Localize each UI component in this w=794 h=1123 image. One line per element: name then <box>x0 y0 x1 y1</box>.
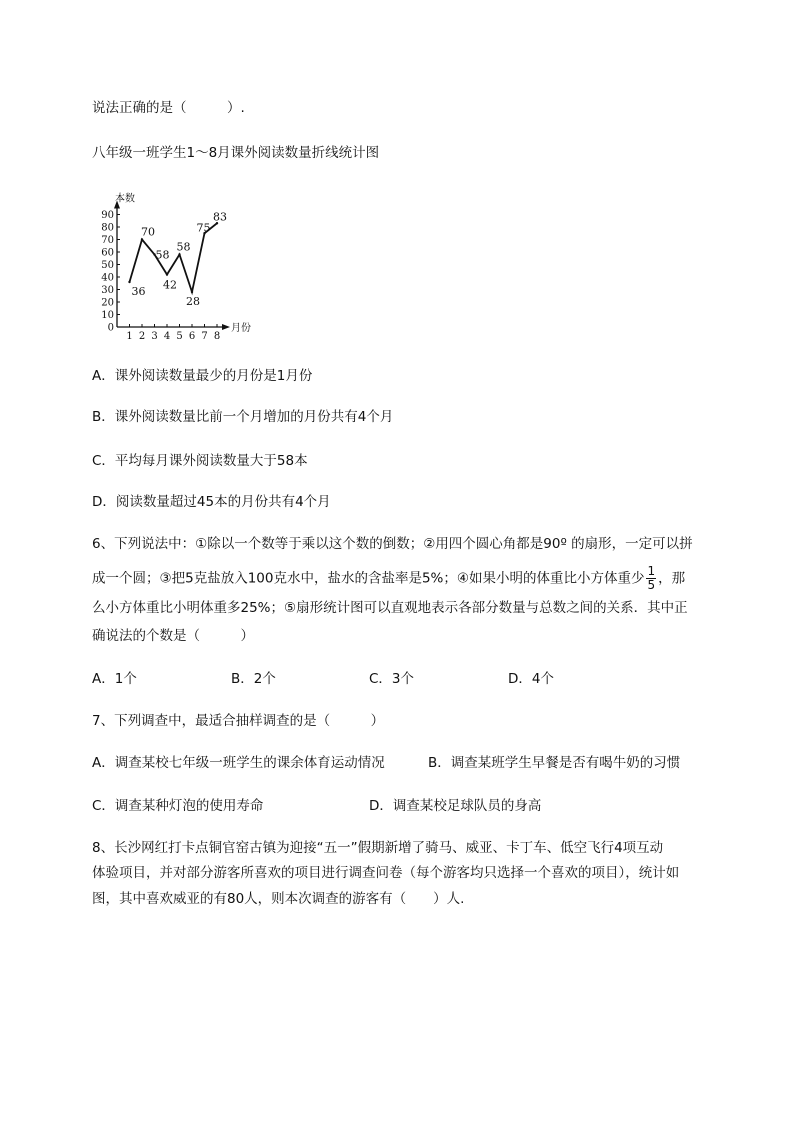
question-5-option-b[interactable]: B．课外阅读数量比前一个月增加的月份共有4个月 <box>92 409 394 425</box>
y-tick-label: 70 <box>101 235 114 246</box>
x-tick-label: 6 <box>188 331 196 342</box>
data-point <box>178 253 180 255</box>
data-point <box>191 291 193 293</box>
data-label: 75 <box>196 221 211 235</box>
x-tick-label: 1 <box>126 331 133 342</box>
y-tick-label: 80 <box>101 222 114 234</box>
question-6-line-4: 确说法的个数是（ ） <box>92 628 254 644</box>
data-point <box>166 273 168 275</box>
question-6-option-a[interactable]: A．1个 <box>92 671 137 687</box>
y-tick-label: 90 <box>101 210 114 221</box>
question-6-option-b[interactable]: B．2个 <box>231 671 276 687</box>
y-tick-label: 60 <box>101 247 114 259</box>
question-6-line-2-text: 成一个圆；③把5克盐放入100克水中，盐水的含盐率是5%；④如果小明的体重比小方体重少 <box>92 570 645 587</box>
question-6-option-d[interactable]: D．4个 <box>508 671 554 687</box>
question-6-line-1: 6、下列说法中：①除以一个数等于乘以这个数的倒数；②用四个圆心角都是90º 的扇形，一定可以拼 <box>92 536 693 552</box>
question-6-option-c[interactable]: C．3个 <box>369 671 415 687</box>
data-label: 58 <box>176 240 191 254</box>
chart-title: 八年级一班学生1～8月课外阅读数量折线统计图 <box>92 145 380 161</box>
y-tick-label: 50 <box>101 260 114 271</box>
line-chart <box>96 182 251 342</box>
question-7-option-b[interactable]: B．调查某班学生早餐是否有喝牛奶的习惯 <box>428 755 681 771</box>
fraction <box>646 565 656 592</box>
question-6-line-2 <box>92 565 685 592</box>
y-tick-label: 20 <box>101 297 114 309</box>
x-tick-label: 7 <box>201 331 208 342</box>
question-7-option-d[interactable]: D．调查某校足球队员的身高 <box>369 798 542 814</box>
x-tick-label: 5 <box>176 331 183 342</box>
x-tick-label: 2 <box>138 331 146 342</box>
x-tick-label: 8 <box>213 331 221 342</box>
data-label: 42 <box>163 278 177 292</box>
fraction-denominator: 5 <box>647 578 656 592</box>
question-5-option-c[interactable]: C．平均每月课外阅读数量大于58本 <box>92 453 308 469</box>
fraction-numerator: 1 <box>647 564 656 578</box>
x-axis-label: 月份 <box>231 323 251 334</box>
question-7-stem: 7、下列调查中，最适合抽样调查的是（ ） <box>92 713 385 729</box>
question-7-option-a[interactable]: A．调查某校七年级一班学生的课余体育运动情况 <box>92 755 385 771</box>
question-6-line-3: 么小方体重比小明体重多25%；⑤扇形统计图可以直观地表示各部分数量与总数之间的关系．其中正 <box>92 600 688 616</box>
question-5-option-d[interactable]: D．阅读数量超过45本的月份共有4个月 <box>92 494 331 510</box>
question-8-line-1: 8、长沙网红打卡点铜官窑古镇为迎接“五一”假期新增了骑马、威亚、卡丁车、低空飞行4项互动 <box>92 840 664 856</box>
data-label: 36 <box>131 285 146 298</box>
data-label: 70 <box>141 225 155 239</box>
x-tick-label: 3 <box>151 331 158 342</box>
data-label: 83 <box>213 210 227 224</box>
data-point <box>128 281 130 283</box>
question-8-line-2: 体验项目，并对部分游客所喜欢的项目进行调查问卷（每个游客均只选择一个喜欢的项目），统计如 <box>92 865 680 881</box>
data-label: 58 <box>155 248 170 262</box>
question-7-option-c[interactable]: C．调查某种灯泡的使用寿命 <box>92 798 264 814</box>
y-tick-label: 30 <box>101 285 114 296</box>
question-8-line-3: 图，其中喜欢威亚的有80人，则本次调查的游客有（ ）人. <box>92 891 465 907</box>
y-tick-label: 0 <box>107 322 114 334</box>
data-label: 28 <box>186 295 200 308</box>
x-tick-label: 4 <box>163 331 171 342</box>
question-6-line-2-tail: ，那 <box>658 570 686 587</box>
y-tick-label: 10 <box>101 310 114 321</box>
question-5-stem-tail: 说法正确的是（ ）. <box>92 100 245 116</box>
y-axis-label: 本数 <box>115 193 135 205</box>
y-tick-label: 40 <box>101 272 114 284</box>
question-5-option-a[interactable]: A．课外阅读数量最少的月份是1月份 <box>92 368 313 384</box>
x-axis-arrow <box>222 324 230 330</box>
data-point <box>141 238 143 240</box>
chart-point-labels <box>132 210 228 308</box>
